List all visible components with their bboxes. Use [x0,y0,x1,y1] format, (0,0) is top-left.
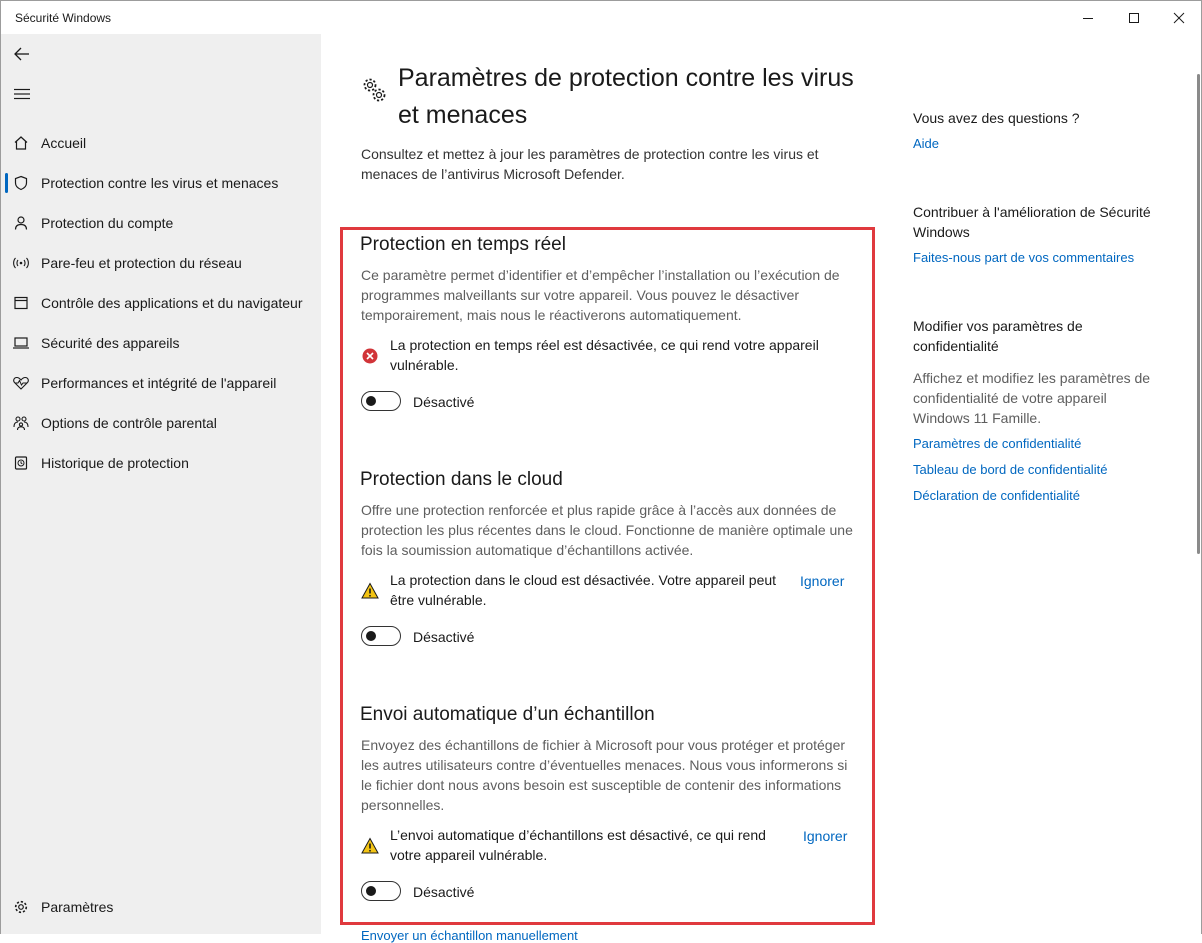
sample-submission-toggle[interactable] [361,881,401,901]
sidebar-item-label: Protection contre les virus et menaces [41,175,279,191]
sidebar-item-protection-history[interactable] [1,443,321,483]
scrollbar-thumb[interactable] [1197,74,1200,554]
minimize-button[interactable] [1065,1,1111,34]
sidebar-item-label: Accueil [41,135,87,151]
section-description-sample: Envoyez des échantillons de fichier à Microsoft pour vous protéger et protéger les autres utilisateurs contre d’éventuelles menaces. Nous vous informerons si le fichier dont nous avons besoin est susceptible de contenir des informations personnelles. [361,737,848,813]
heart-pulse-icon [12,374,30,392]
sidebar-item-label: Pare-feu et protection du réseau [41,255,242,271]
active-indicator [5,173,8,193]
main-content [321,34,1201,943]
settings-label: Paramètres [41,899,114,915]
improve-heading: Contribuer à l'amélioration de Sécurité Windows [913,204,1151,240]
history-icon [12,454,30,472]
toggle-knob [366,886,376,896]
sidebar-item-account-protection[interactable] [1,203,321,243]
sidebar-item-firewall[interactable] [1,243,321,283]
title-bar [1,1,1201,34]
close-icon [1173,12,1185,24]
shield-icon [12,174,30,192]
wifi-signal-icon [12,254,30,272]
toggle-label-sample: Désactivé [413,884,475,900]
help-link[interactable]: Aide [913,136,940,151]
section-title-sample: Envoi automatique d’un échantillon [360,704,655,725]
sidebar-item-app-browser-control[interactable] [1,283,321,323]
sidebar-item-family-options[interactable] [1,403,321,443]
ignore-cloud-link[interactable]: Ignorer [800,573,845,589]
sidebar-item-label: Performances et intégrité de l'appareil [41,375,277,391]
sidebar-item-device-security[interactable] [1,323,321,363]
hamburger-menu-icon [13,87,31,101]
sidebar-item-label: Protection du compte [41,215,174,231]
gear-icon [12,898,30,916]
sidebar-item-label: Historique de protection [41,455,189,471]
warning-icon [361,837,379,855]
gears-icon [361,76,391,106]
page-title: Paramètres de protection contre les virus et menaces [398,64,854,129]
family-icon [12,414,30,432]
toggle-knob [366,396,376,406]
feedback-link[interactable]: Faites-nous part de vos commentaires [913,250,1135,265]
toggle-label-realtime: Désactivé [413,394,475,410]
realtime-protection-toggle[interactable] [361,391,401,411]
questions-heading: Vous avez des questions ? [913,110,1080,126]
status-text-sample: L’envoi automatique d’échantillons est désactivé, ce qui rend votre appareil vulnérable. [390,827,766,863]
privacy-dashboard-link[interactable]: Tableau de bord de confidentialité [913,462,1108,477]
menu-button[interactable] [7,79,37,109]
section-description-realtime: Ce paramètre permet d’identifier et d’empêcher l’installation ou l’exécution de programmes malveillants sur votre appareil. Vous pouvez le désactiver temporairement, mais nous le réactiverons automatiquement. [361,267,840,323]
sidebar-item-label: Contrôle des applications et du navigateur [41,295,303,311]
sidebar-item-label: Sécurité des appareils [41,335,180,351]
person-icon [12,214,30,232]
manual-sample-link[interactable]: Envoyer un échantillon manuellement [361,928,578,943]
section-title-cloud: Protection dans le cloud [360,469,563,490]
page-description: Consultez et mettez à jour les paramètres de protection contre les virus et menaces de l’antivirus Microsoft Defender. [361,146,819,182]
maximize-button[interactable] [1111,1,1157,34]
maximize-icon [1128,12,1140,24]
privacy-statement-link[interactable]: Déclaration de confidentialité [913,488,1080,503]
home-icon [12,134,30,152]
section-description-cloud: Offre une protection renforcée et plus rapide grâce à l’accès aux données de protection les plus récentes dans le cloud. Fonctionne de manière optimale une fois la soumission automatique d’échantillons activée. [361,502,853,558]
toggle-label-cloud: Désactivé [413,629,475,645]
back-arrow-icon [13,45,31,63]
section-title-realtime: Protection en temps réel [360,234,566,255]
privacy-settings-link[interactable]: Paramètres de confidentialité [913,436,1082,451]
sidebar-item-settings[interactable] [1,887,321,927]
ignore-sample-link[interactable]: Ignorer [803,828,848,844]
vertical-scrollbar[interactable] [1195,34,1201,934]
error-icon [361,347,379,365]
warning-icon [361,582,379,600]
sidebar [1,34,321,934]
privacy-heading: Modifier vos paramètres de confidentialité [913,318,1083,354]
app-title: Sécurité Windows [15,11,112,25]
sidebar-item-device-performance[interactable] [1,363,321,403]
back-button[interactable] [7,39,37,69]
close-button[interactable] [1156,1,1202,34]
status-text-cloud: La protection dans le cloud est désactivée. Votre appareil peut être vulnérable. [390,572,777,608]
privacy-description: Affichez et modifiez les paramètres de confidentialité de votre appareil Windows 11 Famille. [913,370,1151,426]
toggle-knob [366,631,376,641]
status-text-realtime: La protection en temps réel est désactivée, ce qui rend votre appareil vulnérable. [390,337,819,373]
cloud-protection-toggle[interactable] [361,626,401,646]
laptop-icon [12,334,30,352]
sidebar-item-label: Options de contrôle parental [41,415,217,431]
browser-window-icon [12,294,30,312]
sidebar-item-home[interactable] [1,123,321,163]
minimize-icon [1082,12,1094,24]
sidebar-item-virus-protection[interactable] [1,163,321,203]
